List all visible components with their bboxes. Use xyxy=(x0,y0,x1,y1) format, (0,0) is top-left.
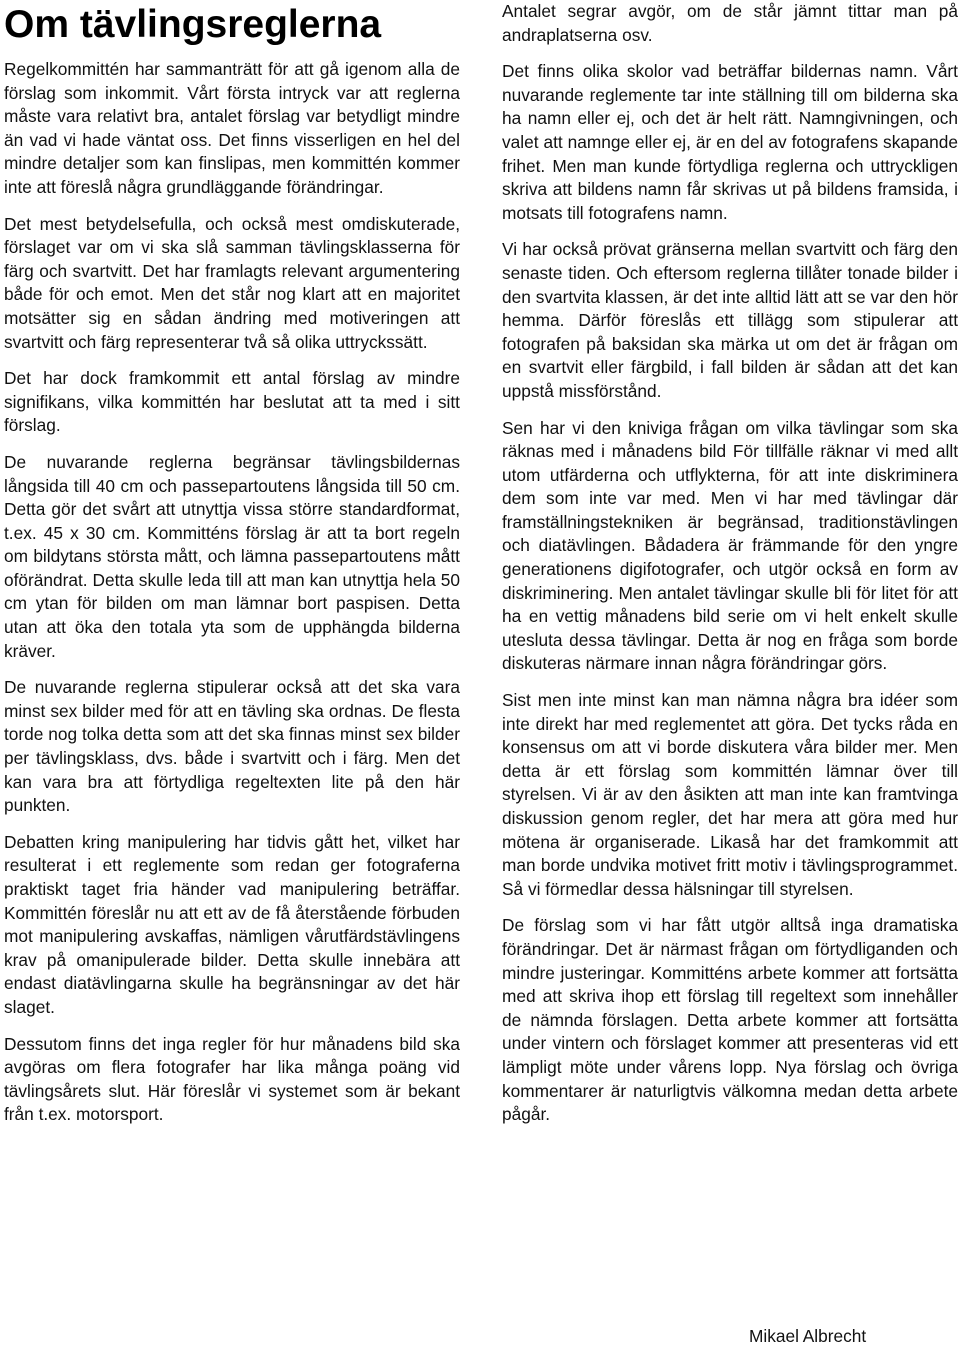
paragraph-minor-proposals: Det har dock framkommit ett antal förslag av mindre signifikans, vilka kommittén har beslutat att ta med i sitt förslag. xyxy=(4,368,460,436)
paragraph-color-bw: Det mest betydelsefulla, och också mest omdiskuterade, förslaget var om vi ska slå samman tävlingsklasserna för färg och svartvitt. Det har framlagts relevant argumentering både för och emot. Men det står nog klart att en majoritet motsätter sig en sådan ändring med motiveringen att svartvitt och färg representerar två så olika uttryckssätt. xyxy=(4,213,460,352)
author-signature: Mikael Albrecht xyxy=(749,1326,867,1346)
paragraph-tiebreak-continued: Antalet segrar avgör, om de står jämnt tittar man på andraplatserna osv. xyxy=(502,1,958,45)
left-column xyxy=(4,0,460,1140)
paragraph-competition-counting: Sen har vi den kniviga frågan om vilka tävlingar som ska räknas med i månadens bild För tillfälle räknar vi med allt utom utfärderna och utflykterna, för att inte diskriminera dem som inte var med. Men vi har med tävlingar där framställningstekniken är begränsad, traditionstävlingen och diatävlingen. Bådadera är främmande för den yngre generationens digifotografer, och utgör också en form av diskriminering. Men antalet tävlingar skulle bli för litet för att ha en vettig månadens bild serie om vi helt enkelt skulle utesluta dessa tävlingar. Detta är nog en fråga som borde diskuteras närmare innan några förändringar görs. xyxy=(502,417,958,674)
right-column xyxy=(502,0,958,1140)
paragraph-manipulation: Debatten kring manipulering har tidvis gått het, vilket har resulterat i ett reglemente som redan ger fotograferna praktiskt taget fria händer vad manipulering beträffar. Kommittén föreslår nu att ett av de få återstående förbuden mot manipulering avskaffas, nämligen vårutfärdstävlingens krav på omanipulerade bilder. Detta skulle innebära att endast diatävlingarna skulle ha begränsningar av det här slaget. xyxy=(4,831,460,1017)
paragraph-conclusion: De förslag som vi har fått utgör alltså inga dramatiska förändringar. Det är närmast frågan om förtydliganden och mindre justeringar. Kommitténs arbete kommer att fortsätta med att skriva ihop ett förslag till regeltext som innehåller de nämnda förslagen. Detta arbete kommer att fortsätta under vintern och förslaget kommer att presenteras vid ett lämpligt möte under vårens lopp. Nya förslag och övriga kommentarer är naturligtvis välkomna medan detta arbete pågår. xyxy=(502,915,958,1125)
article-title: Om tävlingsreglerna xyxy=(4,3,382,46)
paragraph-other-ideas: Sist men inte minst kan man nämna några bra idéer som inte direkt har med reglementet att göra. Det tycks råda en konsensus om att vi borde diskutera våra bilder mer. Men detta är ett förslag som kommittén lämnar över till styrelsen. Vi är av den åsikten att man inte kan framtvinga diskussion genom regler, det har mera att göra med hur mötena är organiserade. Likaså har det framkommit att man borde undvika motivet fritt motiv i tävlingsprogrammet. Så vi förmedlar dessa hälsningar till styrelsen. xyxy=(502,690,958,899)
paragraph-minimum-images: De nuvarande reglerna stipulerar också att det ska vara minst sex bilder med för att en tävling ska ordnas. De flesta torde nog tolka detta som att det ska finnas minst sex bilder per tävlingsklass, dvs. både i svartvitt och i färg. Men det kan vara bra att förtydliga regeltexten lite på den här punkten. xyxy=(4,677,460,816)
paragraph-toned-images: Vi har också prövat gränserna mellan svartvitt och färg den senaste tiden. Och eftersom reglerna tillåter tonade bilder i den svartvita klassen, är det inte alltid lätt att se var den hör hemma. Därför föreslås ett tillägg som stipulerar att fotografen på baksidan ska märka ut om det är frågan om en svartvit eller färgbild, i fall bilden är sådan att det kan uppstå missförstånd. xyxy=(502,239,958,401)
paragraph-tiebreak: Dessutom finns det inga regler för hur månadens bild ska avgöras om flera fotografer har lika många poäng vid tävlingsårets slut. Här föreslår vi systemet som är bekant från t.ex. motorsport. xyxy=(4,1033,460,1125)
paragraph-image-names: Det finns olika skolor vad beträffar bildernas namn. Vårt nuvarande reglemente tar inte ställning till om bilderna ska ha namn eller ej, och det är helt rätt. Namngivningen, och valet att namnge eller ej, är en del av fotografens skapande frihet. Men man kunde förtydliga reglerna och uttryckligen skriva att bildens namn får skrivas ut på bildens framsida, i motsats till fotografens namn. xyxy=(502,61,958,223)
paragraph-image-size: De nuvarande reglerna begränsar tävlingsbildernas långsida till 40 cm och passepartoutens långsida till 50 cm. Detta gör det svårt att utnyttja vissa större standardformat, t.ex. 45 x 30 cm. Kommitténs förslag är att ta bort regeln om bildytans största mått, och lämna passepartoutens mått oförändrat. Detta skulle leda till att man kan utnyttja hela 50 cm ytan för bilden om man lämnar bort paspisen. Detta utan att öka den totala yta som de upphängda bilderna kräver. xyxy=(4,451,460,661)
paragraph-intro: Regelkommittén har sammanträtt för att gå igenom alla de förslag som inkommit. Vårt första intryck var att reglerna måste vara relativt bra, antalet förslag var betydligt mindre än vad vi hade väntat oss. Det finns visserligen en hel del mindre detaljer som kan finslipas, men kommittén kommer inte att föreslå några grundläggande förändringar. xyxy=(4,59,460,197)
